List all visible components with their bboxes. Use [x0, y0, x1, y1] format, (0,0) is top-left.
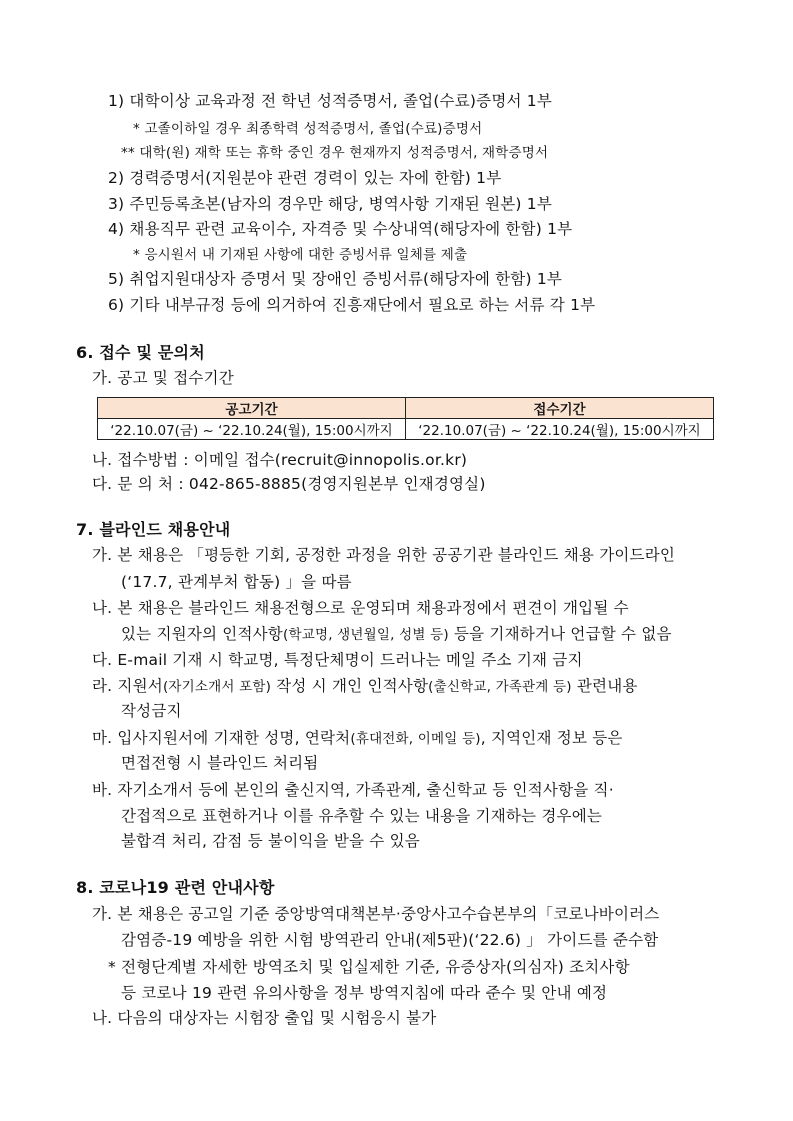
s7-ra-text-a: 라. 지원서: [92, 677, 163, 695]
doc-item-1-note-1: * 고졸이하일 경우 최종학력 성적증명서, 졸업(수료)증명서: [133, 121, 483, 137]
doc-item-5: 5) 취업지원대상자 증명서 및 장애인 증빙서류(해당자에 한함) 1부: [108, 270, 563, 288]
s7-na-text-a: 있는 지원자의 인적사항: [121, 625, 283, 643]
s8-ga-line1: 가. 본 채용은 공고일 기준 중앙방역대책본부·중앙사고수습본부의「코로나바이러스: [92, 905, 660, 923]
s7-na-text-b: (학교명, 생년월일, 성별 등): [283, 627, 449, 643]
s7-na-text-c: 등을 기재하거나 언급할 수 없음: [448, 625, 672, 643]
s7-na-line1: 나. 본 채용은 블라인드 채용전형으로 운영되며 채용과정에서 편견이 개입될 수: [92, 599, 629, 617]
s7-ma-line2: 면접전형 시 블라인드 처리됨: [121, 754, 319, 772]
doc-item-1-note-2: ** 대학(원) 재학 또는 휴학 중인 경우 현재까지 성적증명서, 재학증명서: [121, 145, 549, 161]
s8-note-line1: * 전형단계별 자세한 방역조치 및 입실제한 기준, 유증상자(의심자) 조치사항: [108, 958, 630, 976]
s7-ba-line2: 간접적으로 표현하거나 이를 유추할 수 있는 내용을 기재하는 경우에는: [121, 807, 603, 825]
s6-ga: 가. 공고 및 접수기간: [92, 369, 234, 387]
period-table: [97, 397, 714, 440]
s7-ga-line2: (‘17.7, 관계부처 합동) 」을 따름: [121, 573, 352, 591]
doc-item-4-note-1: * 응시원서 내 기재된 사항에 대한 증빙서류 일체를 제출: [133, 247, 468, 263]
s7-ga-line1: 가. 본 채용은 「평등한 기회, 공정한 과정을 위한 공공기관 블라인드 채용 가이드라인: [92, 546, 676, 564]
s8-ga-line2: 감염증-19 예방을 위한 시험 방역관리 안내(제5판)(‘22.6) 」 가이드를 준수함: [121, 931, 659, 949]
s8-na: 나. 다음의 대상자는 시험장 출입 및 시험응시 불가: [92, 1009, 437, 1027]
s7-ra-line1: [92, 676, 638, 697]
s7-da: 다. E-mail 기재 시 학교명, 특정단체명이 드러나는 메일 주소 기재 금지: [92, 651, 583, 669]
s7-ma-text-a: 마. 입사지원서에 기재한 성명, 연락처: [92, 729, 351, 747]
doc-item-3: 3) 주민등록초본(남자의 경우만 해당, 병역사항 기재된 원본) 1부: [108, 195, 553, 213]
s7-ba-line1: 바. 자기소개서 등에 본인의 출신지역, 가족관계, 출신학교 등 인적사항을 직·: [92, 781, 614, 799]
s7-ra-text-c: 작성 시 개인 인적사항: [271, 677, 429, 695]
s8-note-line2: 등 코로나 19 관련 유의사항을 정부 방역지침에 따라 준수 및 안내 예정: [121, 984, 608, 1002]
s7-na-line2: [121, 624, 672, 645]
doc-item-2: 2) 경력증명서(지원분야 관련 경력이 있는 자에 한함) 1부: [108, 169, 502, 187]
s7-ba-line3: 불합격 처리, 감점 등 불이익을 받을 수 있음: [121, 832, 420, 850]
s7-ma-text-b: (휴대전화, 이메일 등): [350, 731, 481, 747]
s7-ra-text-b: (자기소개서 포함): [162, 679, 272, 695]
s7-ra-line2: 작성금지: [121, 702, 182, 720]
receipt-period-header: 접수기간: [406, 398, 714, 419]
doc-item-6: 6) 기타 내부규정 등에 의거하여 진흥재단에서 필요로 하는 서류 각 1부: [108, 296, 596, 314]
doc-item-4: 4) 채용직무 관련 교육이수, 자격증 및 수상내역(해당자에 한함) 1부: [108, 220, 573, 238]
section-8-title: 8. 코로나19 관련 안내사항: [76, 878, 275, 897]
s7-ma-line1: [92, 728, 623, 749]
section-7-title: 7. 블라인드 채용안내: [76, 520, 231, 539]
receipt-period-value: ‘22.10.07(금) ~ ‘22.10.24(월), 15:00시까지: [406, 419, 714, 440]
announce-period-value: ‘22.10.07(금) ~ ‘22.10.24(월), 15:00시까지: [98, 419, 406, 440]
s7-ra-text-d: (출신학교, 가족관계 등): [428, 679, 572, 695]
doc-item-1: 1) 대학이상 교육과정 전 학년 성적증명서, 졸업(수료)증명서 1부: [108, 92, 553, 110]
s7-ra-text-e: 관련내용: [571, 677, 638, 695]
section-6-title: 6. 접수 및 문의처: [76, 343, 205, 362]
announce-period-header: 공고기간: [98, 398, 406, 419]
s6-da: 다. 문 의 처 : 042-865-8885(경영지원본부 인재경영실): [92, 475, 486, 493]
s6-na: 나. 접수방법 : 이메일 접수(recruit@innopolis.or.kr): [92, 451, 468, 469]
s7-ma-text-c: , 지역인재 정보 등은: [480, 729, 623, 747]
